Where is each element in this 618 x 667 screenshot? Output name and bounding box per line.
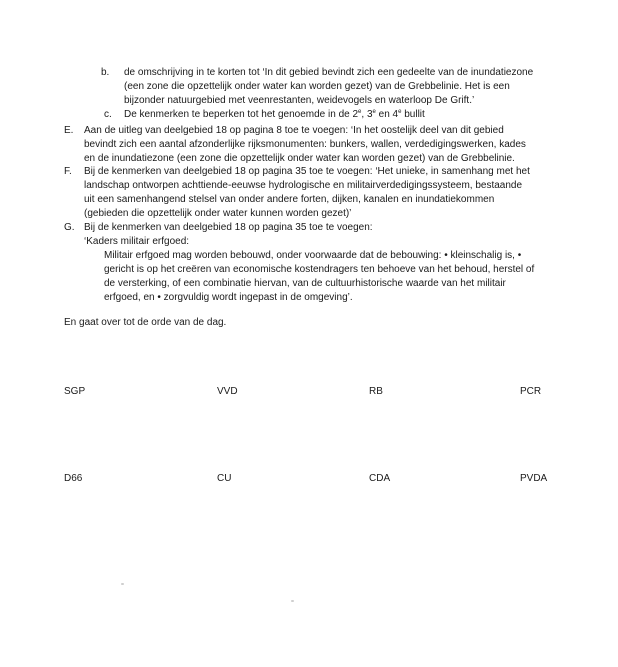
- quote-text-line: de versterking, of een combinatie hiervan, van de cultuurhistorische waarde van het militair: [104, 278, 506, 289]
- item-text-line: de omschrijving in te korten tot ‘In dit gebied bevindt zich een gedeelte van de inundatiezone: [124, 67, 534, 78]
- party-name: D66: [64, 473, 83, 484]
- item-marker: F.: [64, 166, 72, 177]
- item-text-line: bijzonder natuurgebied met veenrestanten, weidevogels en waterloop De Grift.’: [124, 95, 475, 106]
- party-name: CU: [217, 473, 232, 484]
- item-text-line: (een zone die opzettelijk onder water kan worden gezet) van de Grebbelinie. Het is een: [124, 81, 510, 92]
- item-text-line: landschap ontworpen achttiende-eeuwse hydrologische en militairverdedigingssysteem, bestaande: [84, 180, 523, 191]
- item-text-line: Bij de kenmerken van deelgebied 18 op pagina 35 toe te voegen:: [84, 222, 373, 233]
- item-text-line: Aan de uitleg van deelgebied 18 op pagina 8 toe te voegen: ‘In het oostelijk deel van dit gebied: [84, 125, 504, 136]
- closing-statement: En gaat over tot de orde van de dag.: [64, 317, 227, 328]
- party-name: VVD: [217, 386, 238, 397]
- item-marker: b.: [101, 67, 110, 78]
- party-name: SGP: [64, 386, 86, 397]
- quote-text-line: Militair erfgoed mag worden bebouwd, onder voorwaarde dat de bebouwing: • kleinschalig is, •: [104, 250, 522, 261]
- item-text-line: en de inundatiezone (een zone die opzettelijk onder water kan worden gezet) van de Grebbelinie.: [84, 153, 515, 164]
- scan-speck: [291, 600, 294, 602]
- quote-text-line: erfgoed, en • zorgvuldig wordt ingepast in de omgeving’.: [104, 292, 353, 303]
- scan-speck: [121, 583, 124, 585]
- item-marker: G.: [64, 222, 75, 233]
- quote-text-line: gericht is op het creëren van economische kostendragers ten behoeve van het behoud, herstel of: [104, 264, 535, 275]
- party-name: PVDA: [520, 473, 548, 484]
- item-marker: E.: [64, 125, 74, 136]
- item-text-line: uit een samenhangend stelsel van onder andere forten, dijken, kanalen en inundatiekommen: [84, 194, 495, 205]
- item-text-line: De kenmerken te beperken tot het genoemde in de 2e, 3e en 4e bullit: [124, 109, 425, 120]
- item-text-line: (gebieden die opzettelijk onder water kunnen worden gezet)’: [84, 208, 352, 219]
- item-text-line: bevindt zich een aantal afzonderlijke rijksmonumenten: bunkers, wallen, verdedigingswerken, kades: [84, 139, 526, 150]
- party-name: PCR: [520, 386, 542, 397]
- item-text-line: ‘Kaders militair erfgoed:: [84, 236, 190, 247]
- party-name: RB: [369, 386, 383, 397]
- party-name: CDA: [369, 473, 391, 484]
- item-marker: c.: [104, 109, 112, 120]
- item-text-line: Bij de kenmerken van deelgebied 18 op pagina 35 toe te voegen: ‘Het unieke, in samenhang met het: [84, 166, 530, 177]
